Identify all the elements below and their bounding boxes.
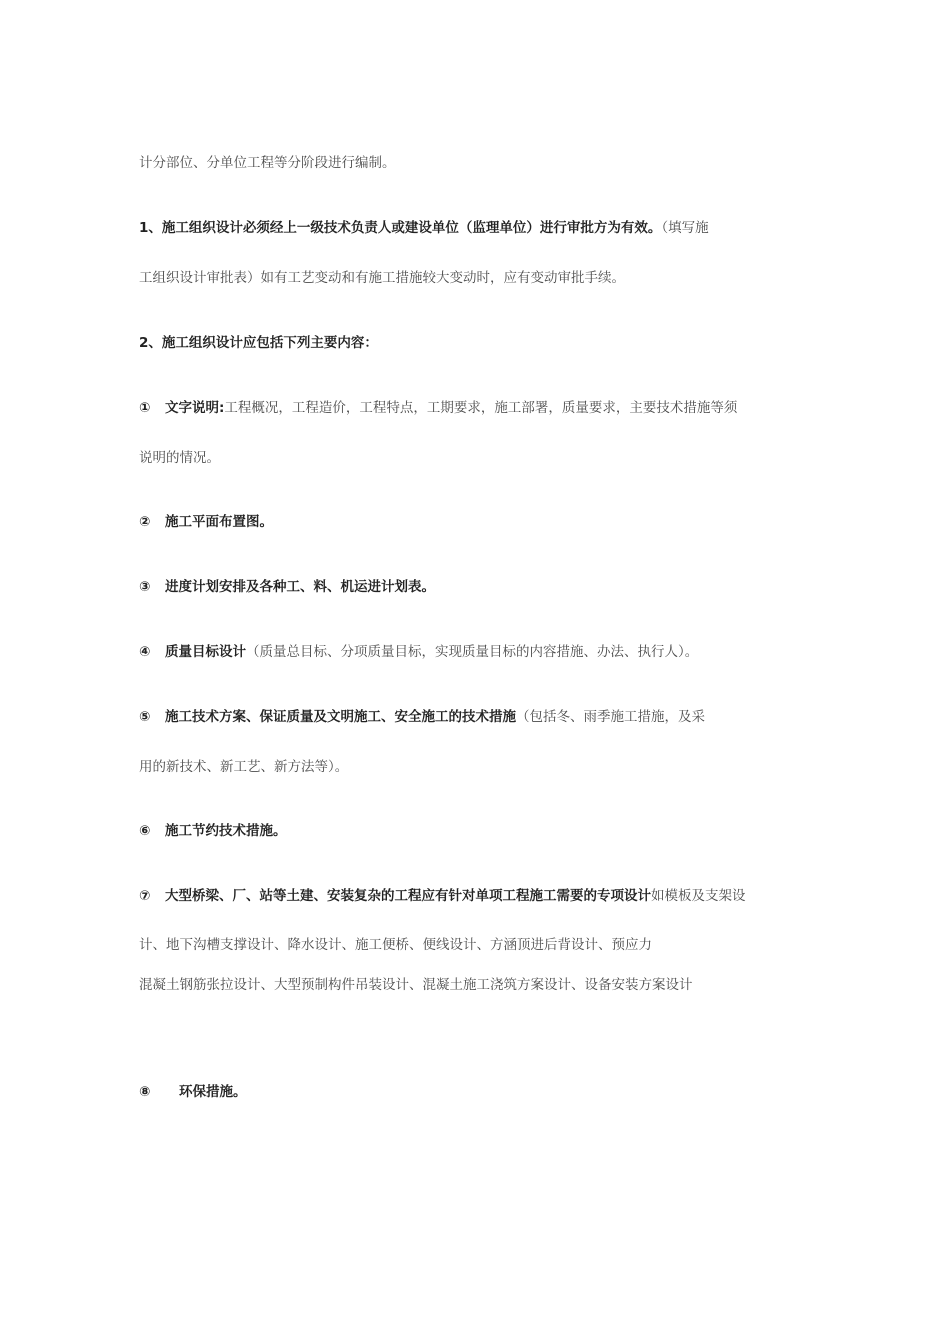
item1-line2-text: 工组织设计审批表）如有工艺变动和有施工措施较大变动时，应有变动审批手续。 (139, 270, 625, 286)
sub7-normal-text: 如模板及支架设 (651, 888, 746, 904)
intro-continuation-line (139, 153, 819, 173)
item1-line1 (139, 218, 819, 238)
item2-heading-text: 2、施工组织设计应包括下列主要内容： (139, 335, 378, 351)
sub1-line2 (139, 448, 819, 468)
sub4-marker: ④ (139, 644, 151, 660)
sub7-bold-text: 大型桥梁、厂、站等土建、安装复杂的工程应有针对单项工程施工需要的专项设计 (165, 888, 651, 904)
sub5-bold-text: 施工技术方案、保证质量及文明施工、安全施工的技术措施 (165, 709, 516, 725)
sub1-normal-text: 工程概况，工程造价，工程特点，工期要求，施工部署，质量要求，主要技术措施等须 (224, 400, 738, 416)
sub7-line2 (139, 935, 819, 955)
sub8-marker: ⑧ (139, 1084, 151, 1100)
sub3-bold-text: 进度计划安排及各种工、料、机运进计划表。 (165, 579, 435, 595)
sub5-marker: ⑤ (139, 709, 151, 725)
sub1-line1 (139, 398, 819, 418)
sub4-line (139, 642, 819, 662)
sub5-line1 (139, 707, 819, 727)
sub8-bold-text: 环保措施。 (179, 1084, 247, 1100)
sub2-bold-text: 施工平面布置图。 (165, 514, 273, 530)
item2-heading (139, 333, 819, 353)
sub1-bold-text: 文字说明: (165, 400, 225, 416)
sub2-line (139, 512, 819, 532)
sub4-bold-text: 质量目标设计 (165, 644, 246, 660)
intro-continuation-text: 计分部位、分单位工程等分阶段进行编制。 (139, 155, 396, 171)
sub7-line1 (139, 886, 819, 906)
sub1-marker: ① (139, 400, 151, 416)
sub7-line3 (139, 975, 819, 995)
sub1-line2-text: 说明的情况。 (139, 450, 220, 466)
sub7-line2-text: 计、地下沟槽支撑设计、降水设计、施工便桥、便线设计、方涵顶进后背设计、预应力 (139, 937, 652, 953)
sub3-line (139, 577, 819, 597)
sub6-line (139, 821, 819, 841)
sub6-marker: ⑥ (139, 823, 151, 839)
sub5-normal-text: （包括冬、雨季施工措施，及采 (516, 709, 705, 725)
sub5-line2-text: 用的新技术、新工艺、新方法等）。 (139, 759, 349, 775)
sub4-normal-text: （质量总目标、分项质量目标，实现质量目标的内容措施、办法、执行人）。 (246, 644, 699, 660)
sub3-marker: ③ (139, 579, 151, 595)
sub2-marker: ② (139, 514, 151, 530)
item1-line2 (139, 268, 819, 288)
sub6-bold-text: 施工节约技术措施。 (165, 823, 287, 839)
sub7-line3-text: 混凝土钢筋张拉设计、大型预制构件吊装设计、混凝土施工浇筑方案设计、设备安装方案设计 (139, 977, 693, 993)
sub8-line (139, 1082, 819, 1102)
sub5-line2 (139, 757, 819, 777)
sub7-marker: ⑦ (139, 888, 151, 904)
item1-bold-text: 1、施工组织设计必须经上一级技术负责人或建设单位（监理单位）进行审批方为有效。 (139, 220, 662, 236)
item1-normal-end-text: （填写施 (661, 220, 709, 236)
